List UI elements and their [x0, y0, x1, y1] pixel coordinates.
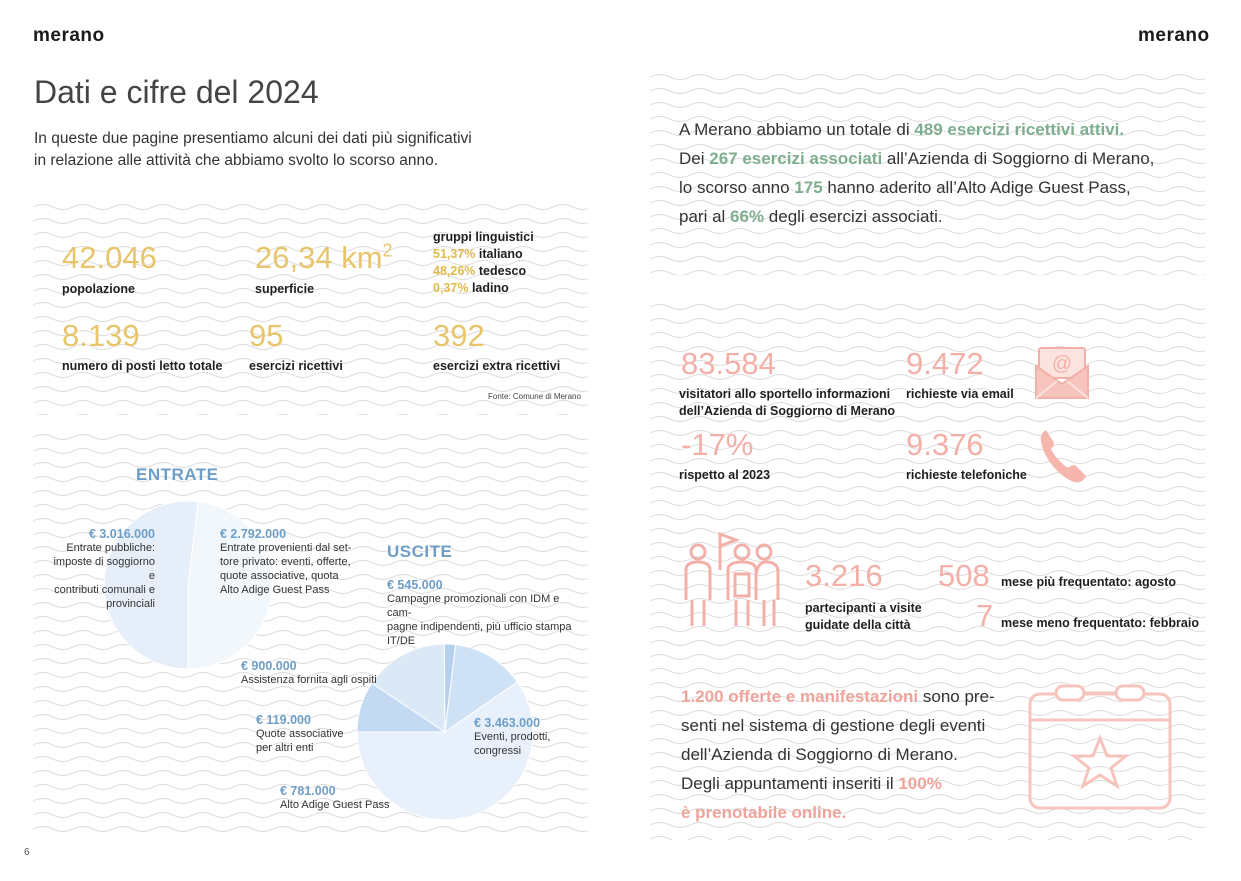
superficie-number: 26,34 km	[255, 240, 383, 275]
intro-line-1: In queste due pagine presentiamo alcuni dei dati più significativi	[34, 130, 472, 147]
tel-label: richieste telefoniche	[906, 468, 1027, 482]
gruppi-tedesco: 48,26% tedesco	[433, 264, 527, 278]
popolazione-value: 42.046	[62, 240, 157, 275]
delta-label: rispetto al 2023	[679, 468, 771, 482]
logo-right: merano	[1138, 25, 1210, 46]
uscite-title: USCITE	[387, 542, 453, 561]
extra-value: 392	[433, 318, 485, 353]
visitatori-label: visitatori allo sportello informazioni dell’Azienda di Soggiorno di Merano	[679, 387, 895, 418]
febbraio-value: 7	[976, 598, 994, 633]
entrate-private-value: € 2.792.000	[220, 527, 287, 541]
entrate-private: € 2.792.000 Entrate provenienti dal set- tore privato: eventi, offerte, quote associative, quota Alto Adige Guest Pass	[220, 527, 360, 597]
gruppi-linguistici	[433, 229, 534, 297]
posti-label: numero di posti letto totale	[62, 359, 223, 373]
esercizi-value: 95	[249, 318, 284, 353]
gruppi-italiano: 51,37% italiano	[433, 247, 523, 261]
gruppi-ladino: 0,37% ladino	[433, 281, 509, 295]
entrate-title: ENTRATE	[136, 465, 219, 484]
phone-icon	[1038, 428, 1088, 484]
tel-value: 9.376	[906, 427, 984, 462]
eventi-paragraph: 1.200 offerte e manifestazioni sono pre- senti nel sistema di gestione degli eventi dell’Azienda di Soggiorno di Merano. Degli appuntamenti inseriti il 100% è prenotabile online.	[681, 687, 995, 822]
superficie-sup: 2	[382, 240, 393, 261]
visite-label: partecipanti a visite guidate della città	[805, 601, 922, 632]
visitatori-value: 83.584	[681, 346, 776, 381]
entrate-pubbliche-value: € 3.016.000	[88, 527, 155, 541]
email-value: 9.472	[906, 346, 984, 381]
visite-value: 3.216	[805, 558, 883, 593]
popolazione-label: popolazione	[62, 282, 135, 296]
intro-line-2: in relazione alle attività che abbiamo svolto lo scorso anno.	[34, 152, 439, 169]
tour-group-icon	[680, 530, 783, 630]
posti-value: 8.139	[62, 318, 140, 353]
uscite-eventi: € 3.463.000 Eventi, prodotti, congressi	[474, 716, 551, 757]
uscite-guestpass: € 781.000 Alto Adige Guest Pass	[280, 784, 390, 811]
page-number: 6	[24, 847, 30, 858]
fonte-note: Fonte: Comune di Merano	[488, 392, 581, 401]
febbraio-label: mese meno frequentato: febbraio	[1001, 616, 1199, 630]
agosto-value: 508	[938, 558, 990, 593]
uscite-assistenza: € 900.000 Assistenza fornita agli ospiti	[241, 659, 377, 686]
delta-value: -17%	[681, 427, 754, 462]
email-icon	[1035, 344, 1089, 400]
uscite-campagne: € 545.000 Campagne promozionali con IDM e cam- pagne indipendenti, più ufficio stampa IT/DE	[387, 578, 572, 647]
page-title: Dati e cifre del 2024	[34, 74, 319, 110]
calendar-star-icon	[1028, 682, 1173, 812]
esercizi-paragraph: A Merano abbiamo un totale di 489 esercizi ricettivi attivi. Dei 267 esercizi associati all’Azienda di Soggiorno di Merano, lo scorso anno 175 hanno aderito all’Alto Adige Guest Pass, pari al 66% degli esercizi associati.	[679, 120, 1155, 226]
gruppi-title: gruppi linguistici	[433, 230, 534, 244]
extra-label: esercizi extra ricettivi	[433, 359, 561, 373]
email-label: richieste via email	[906, 387, 1014, 401]
superficie-label: superficie	[255, 282, 315, 296]
agosto-label: mese più frequentato: agosto	[1001, 575, 1177, 589]
superficie-value	[255, 240, 393, 276]
intro-text	[34, 128, 472, 172]
logo-left: merano	[33, 25, 105, 46]
svg-text:@: @	[1051, 353, 1073, 375]
entrate-pubbliche: € 3.016.000 Entrate pubbliche: imposte di soggiorno e contributi comunali e provinciali	[45, 527, 155, 611]
uscite-quote: € 119.000 Quote associative per altri enti	[256, 713, 344, 754]
esercizi-label: esercizi ricettivi	[249, 359, 343, 373]
